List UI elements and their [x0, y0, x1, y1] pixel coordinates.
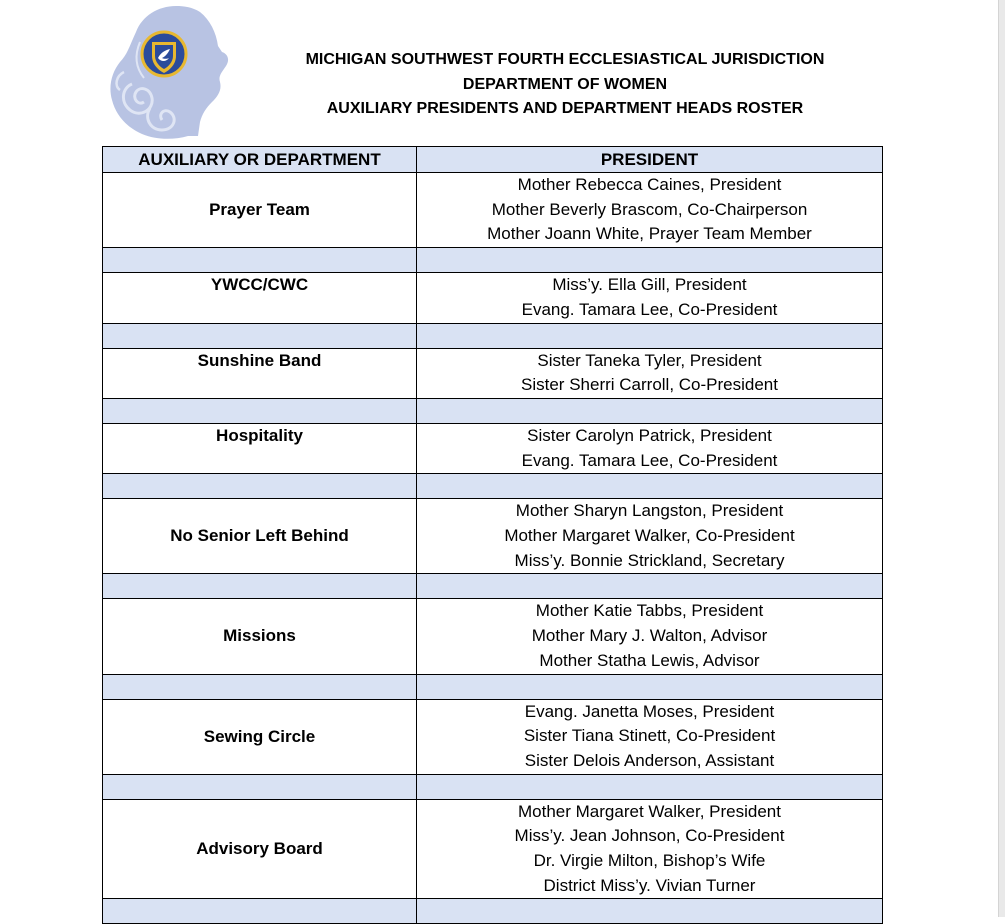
table-row	[103, 173, 883, 248]
table-row	[103, 799, 883, 899]
spacer-cell	[103, 899, 417, 924]
names-cell	[417, 348, 883, 398]
department-title: DEPARTMENT OF WOMEN	[462, 75, 668, 93]
name-line: District Miss’y. Vivian Turner	[543, 875, 756, 895]
name-line: Mother Joann White, Prayer Team Member	[487, 224, 812, 244]
table-row	[103, 273, 883, 323]
spacer-cell	[417, 474, 883, 499]
department-cell: No Senior Left Behind	[103, 499, 417, 574]
spacer-row	[103, 248, 883, 273]
name-line: Evang. Tamara Lee, Co-President	[521, 299, 778, 319]
spacer-cell	[103, 674, 417, 699]
spacer-cell	[417, 774, 883, 799]
spacer-cell	[417, 248, 883, 273]
spacer-row	[103, 774, 883, 799]
page-edge	[998, 0, 1005, 917]
name-line: Sister Taneka Tyler, President	[537, 350, 762, 370]
spacer-row	[103, 398, 883, 423]
document-header	[250, 48, 880, 122]
column-header-president: PRESIDENT	[417, 147, 883, 173]
names-cell	[417, 699, 883, 774]
jurisdiction-title: MICHIGAN SOUTHWEST FOURTH ECCLESIASTICAL JURISDICTION	[305, 51, 825, 68]
department-cell: YWCC/CWC	[103, 273, 417, 323]
names-cell	[417, 499, 883, 574]
table-row	[103, 423, 883, 473]
department-cell: Advisory Board	[103, 799, 417, 899]
spacer-cell	[103, 574, 417, 599]
name-line: Dr. Virgie Milton, Bishop’s Wife	[533, 851, 766, 871]
spacer-row	[103, 674, 883, 699]
name-line: Miss’y. Jean Johnson, Co-President	[514, 826, 785, 846]
spacer-row	[103, 323, 883, 348]
spacer-cell	[417, 674, 883, 699]
name-line: Mother Margaret Walker, President	[518, 801, 781, 821]
name-line: Mother Statha Lewis, Advisor	[539, 650, 760, 670]
spacer-cell	[103, 398, 417, 423]
names-cell	[417, 799, 883, 899]
name-line: Mother Mary J. Walton, Advisor	[531, 626, 768, 646]
department-cell: Hospitality	[103, 423, 417, 473]
names-cell	[417, 173, 883, 248]
spacer-cell	[417, 574, 883, 599]
spacer-cell	[417, 899, 883, 924]
name-line: Mother Sharyn Langston, President	[515, 501, 784, 521]
name-line: Miss’y. Bonnie Strickland, Secretary	[514, 550, 785, 570]
name-line: Evang. Janetta Moses, President	[524, 701, 775, 721]
name-line: Mother Beverly Brascom, Co-Chairperson	[491, 199, 808, 219]
spacer-row	[103, 574, 883, 599]
spacer-row	[103, 474, 883, 499]
department-cell: Missions	[103, 599, 417, 674]
column-header-department: AUXILIARY OR DEPARTMENT	[103, 147, 417, 173]
name-line: Evang. Tamara Lee, Co-President	[521, 450, 778, 470]
table-row	[103, 599, 883, 674]
names-cell	[417, 599, 883, 674]
table-row	[103, 499, 883, 574]
roster-title: AUXILIARY PRESIDENTS AND DEPARTMENT HEADS ROSTER	[326, 100, 804, 117]
spacer-cell	[417, 398, 883, 423]
women-department-logo	[106, 2, 238, 140]
name-line: Sister Carolyn Patrick, President	[527, 425, 772, 445]
department-cell: Sewing Circle	[103, 699, 417, 774]
name-line: Mother Rebecca Caines, President	[517, 175, 782, 194]
names-cell	[417, 273, 883, 323]
spacer-cell	[103, 774, 417, 799]
name-line: Sister Sherri Carroll, Co-President	[521, 375, 778, 395]
spacer-row	[103, 899, 883, 924]
name-line: Mother Katie Tabbs, President	[535, 601, 764, 621]
spacer-cell	[103, 248, 417, 273]
table-header-row	[103, 147, 883, 173]
names-cell	[417, 423, 883, 473]
department-cell: Prayer Team	[103, 173, 417, 248]
spacer-cell	[103, 474, 417, 499]
name-line: Miss’y. Ella Gill, President	[552, 275, 747, 295]
name-line: Sister Tiana Stinett, Co-President	[523, 726, 776, 746]
roster-table	[102, 146, 883, 924]
spacer-cell	[417, 323, 883, 348]
table-row	[103, 699, 883, 774]
name-line: Sister Delois Anderson, Assistant	[524, 750, 775, 770]
name-line: Mother Margaret Walker, Co-President	[504, 526, 795, 546]
spacer-cell	[103, 323, 417, 348]
department-cell: Sunshine Band	[103, 348, 417, 398]
table-row	[103, 348, 883, 398]
